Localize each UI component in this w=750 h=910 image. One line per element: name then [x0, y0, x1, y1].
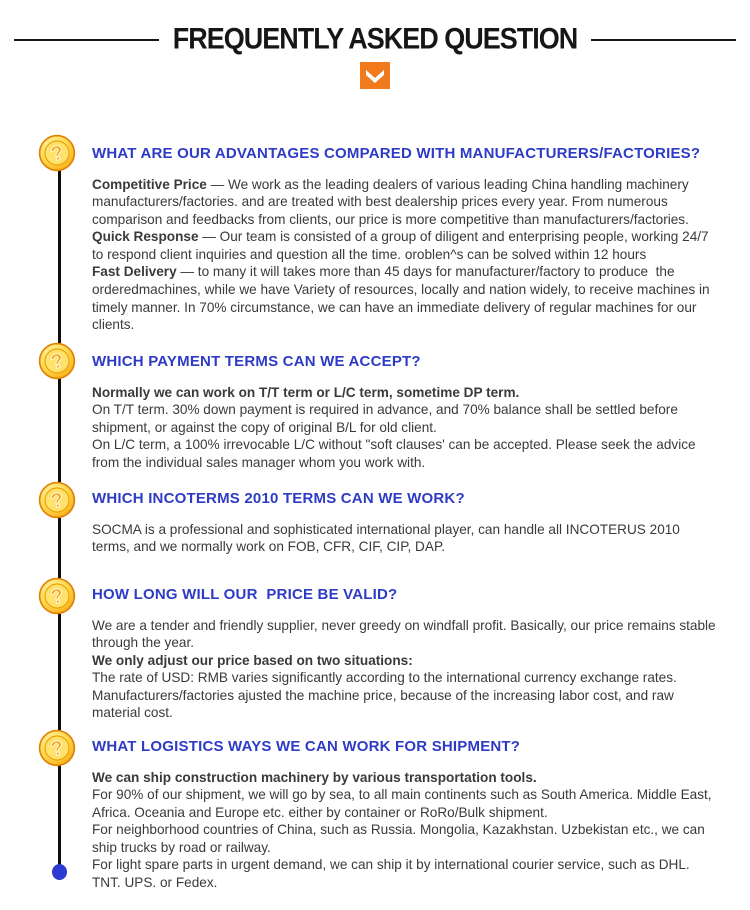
faq-answer-paragraph [92, 384, 718, 402]
answer-bold-text: Quick Response [92, 229, 199, 245]
question-coin-icon [38, 577, 76, 615]
svg-text:?: ? [48, 584, 66, 610]
answer-bold-text: Normally we can work on T/T term or L/C term, sometime DP term. [92, 384, 520, 400]
faq-answer-paragraph [92, 786, 718, 821]
question-coin-icon [38, 729, 76, 767]
faq-answer-paragraph [92, 263, 718, 333]
question-coin-icon [38, 342, 76, 380]
faq-answer-paragraph [92, 521, 718, 556]
faq-answer [92, 384, 718, 472]
chevron-down-icon [360, 62, 390, 89]
svg-text:?: ? [48, 141, 66, 167]
faq-answer-paragraph [92, 401, 718, 436]
answer-bold-text: We can ship construction machinery by various transportation tools. [92, 769, 537, 785]
faq-question-heading: HOW LONG WILL OUR PRICE BE VALID? [92, 586, 398, 603]
answer-text: For neighborhood countries of China, such as Russia. Mongolia, Kazakhstan. Uzbekistan etc., we can ship trucks by road or railway. [92, 822, 709, 855]
faq-question-heading: WHICH PAYMENT TERMS CAN WE ACCEPT? [92, 353, 421, 370]
answer-text: For light spare parts in urgent demand, we can ship it by international courier service, such as DHL. TNT. UPS. or Fedex. [92, 857, 694, 891]
svg-text:?: ? [48, 488, 66, 514]
faq-answer-paragraph [92, 617, 718, 652]
faq-answer-paragraph [92, 228, 718, 263]
faq-section [92, 354, 718, 471]
faq-section [92, 739, 718, 892]
answer-bold-text: We only adjust our price based on two situations: [92, 652, 413, 668]
answer-text: The rate of USD: RMB varies significantly according to the international currency exchange rates. [92, 670, 677, 686]
faq-answer-paragraph [92, 769, 718, 787]
answer-text: — We work as the leading dealers of various leading China handling machinery manufacturers/factories. and are treated with best dealership prices every year. From numerous comparison and feedbacks from clients, our price is more competitive than manufacturers/factories. [92, 176, 693, 227]
svg-text:?: ? [48, 349, 66, 375]
faq-answer [92, 769, 718, 892]
faq-question-heading: WHAT ARE OUR ADVANTAGES COMPARED WITH MANUFACTURERS/FACTORIES? [92, 145, 701, 162]
faq-answer-paragraph [92, 687, 718, 722]
faq-answer-paragraph [92, 652, 718, 670]
answer-text: — Our team is consisted of a group of diligent and enterprising people, working 24/7 to respond client inquiries and question all the time. oroblen^s can be solved within 12 hours [92, 229, 713, 262]
faq-answer-paragraph [92, 856, 718, 891]
svg-text:?: ? [48, 736, 66, 762]
faq-title: FREQUENTLY ASKED QUESTION [172, 22, 578, 56]
faq-section [92, 491, 718, 556]
answer-text: Manufacturers/factories ajusted the machine price, because of the increasing labor cost, and raw material cost. [92, 687, 678, 721]
answer-bold-text: Fast Delivery [92, 264, 177, 280]
question-coin-icon [38, 134, 76, 172]
faq-answer-paragraph [92, 176, 718, 229]
answer-text: On T/T term. 30% down payment is required in advance, and 70% balance shall be settled before shipment, or against the copy of original B/L for old client. [92, 402, 682, 435]
answer-text: For 90% of our shipment, we will go by sea, to all main continents such as South America. Middle East, Africa. Oceania and Europe etc. either by container or RoRo/Bulk shipment. [92, 787, 715, 820]
faq-answer-paragraph [92, 821, 718, 856]
answer-text: SOCMA is a professional and sophisticated international player, can handle all INCOTERUS 2010 terms, and we normally work on FOB, CFR, CIF, CIP, DAP. [92, 521, 684, 555]
faq-section [92, 146, 718, 334]
answer-text: — to many it will takes more than 45 days for manufacturer/factory to produce the orderedmachines, while we have Variety of resources, locally and nation widely, to receive machines in timely manner. In 70% circumstance, we can have an immediate delivery of regular machines for our clients. [92, 264, 714, 333]
faq-answer [92, 617, 718, 723]
question-coin-icon [38, 481, 76, 519]
faq-question-heading: WHICH INCOTERMS 2010 TERMS CAN WE WORK? [92, 490, 465, 507]
answer-text: On L/C term, a 100% irrevocable L/C without "soft clauses' can be accepted. Please seek the advice from the individual sales manager whom you work with. [92, 437, 700, 470]
faq-answer-paragraph [92, 436, 718, 471]
faq-question-heading: WHAT LOGISTICS WAYS WE CAN WORK FOR SHIPMENT? [92, 738, 521, 755]
faq-answer [92, 521, 718, 556]
faq-section [92, 587, 718, 722]
answer-text: We are a tender and friendly supplier, never greedy on windfall profit. Basically, our price remains stable through the year. [92, 617, 720, 651]
title-row [0, 22, 750, 56]
title-line-right [591, 39, 736, 41]
answer-bold-text: Competitive Price [92, 176, 207, 192]
faq-answer [92, 176, 718, 334]
timeline-end-dot [52, 864, 67, 880]
title-line-left [14, 39, 159, 41]
faq-answer-paragraph [92, 669, 718, 687]
